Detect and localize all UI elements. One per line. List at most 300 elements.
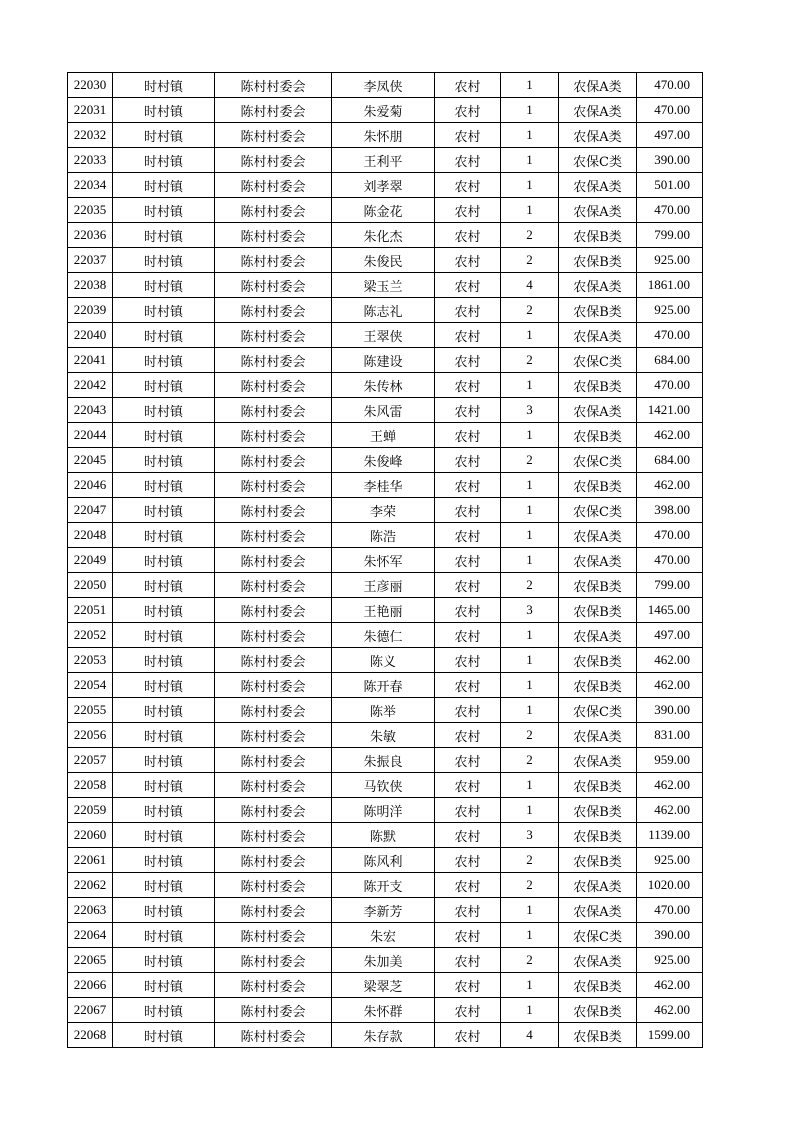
category-cell: 农保A类 <box>559 723 637 748</box>
town-cell: 时村镇 <box>113 223 215 248</box>
amount-cell: 799.00 <box>637 573 703 598</box>
household-count-cell: 4 <box>501 273 559 298</box>
record-id-cell: 22062 <box>68 873 113 898</box>
category-cell: 农保B类 <box>559 423 637 448</box>
record-id-cell: 22056 <box>68 723 113 748</box>
name-cell: 朱风雷 <box>332 398 435 423</box>
area-cell: 农村 <box>435 298 501 323</box>
name-cell: 朱化杰 <box>332 223 435 248</box>
record-id-cell: 22039 <box>68 298 113 323</box>
amount-cell: 390.00 <box>637 698 703 723</box>
record-id-cell: 22036 <box>68 223 113 248</box>
committee-cell: 陈村村委会 <box>215 348 332 373</box>
amount-cell: 1599.00 <box>637 1023 703 1048</box>
town-cell: 时村镇 <box>113 748 215 773</box>
table-row <box>68 73 703 98</box>
name-cell: 陈风利 <box>332 848 435 873</box>
household-count-cell: 1 <box>501 898 559 923</box>
town-cell: 时村镇 <box>113 448 215 473</box>
record-id-cell: 22060 <box>68 823 113 848</box>
town-cell: 时村镇 <box>113 198 215 223</box>
record-id-cell: 22067 <box>68 998 113 1023</box>
name-cell: 朱敏 <box>332 723 435 748</box>
area-cell: 农村 <box>435 998 501 1023</box>
name-cell: 李凤侠 <box>332 73 435 98</box>
area-cell: 农村 <box>435 273 501 298</box>
table-row <box>68 448 703 473</box>
record-id-cell: 22049 <box>68 548 113 573</box>
table-row <box>68 923 703 948</box>
town-cell: 时村镇 <box>113 798 215 823</box>
committee-cell: 陈村村委会 <box>215 623 332 648</box>
amount-cell: 462.00 <box>637 673 703 698</box>
record-id-cell: 22053 <box>68 648 113 673</box>
committee-cell: 陈村村委会 <box>215 673 332 698</box>
town-cell: 时村镇 <box>113 673 215 698</box>
town-cell: 时村镇 <box>113 623 215 648</box>
table-row <box>68 523 703 548</box>
committee-cell: 陈村村委会 <box>215 1023 332 1048</box>
name-cell: 朱怀群 <box>332 998 435 1023</box>
committee-cell: 陈村村委会 <box>215 973 332 998</box>
committee-cell: 陈村村委会 <box>215 123 332 148</box>
town-cell: 时村镇 <box>113 848 215 873</box>
town-cell: 时村镇 <box>113 573 215 598</box>
table-row <box>68 323 703 348</box>
table-row <box>68 873 703 898</box>
amount-cell: 925.00 <box>637 298 703 323</box>
category-cell: 农保A类 <box>559 323 637 348</box>
committee-cell: 陈村村委会 <box>215 773 332 798</box>
record-id-cell: 22059 <box>68 798 113 823</box>
amount-cell: 462.00 <box>637 773 703 798</box>
amount-cell: 390.00 <box>637 923 703 948</box>
amount-cell: 390.00 <box>637 148 703 173</box>
amount-cell: 925.00 <box>637 248 703 273</box>
record-id-cell: 22048 <box>68 523 113 548</box>
area-cell: 农村 <box>435 748 501 773</box>
town-cell: 时村镇 <box>113 423 215 448</box>
town-cell: 时村镇 <box>113 298 215 323</box>
name-cell: 朱宏 <box>332 923 435 948</box>
household-count-cell: 1 <box>501 473 559 498</box>
record-id-cell: 22064 <box>68 923 113 948</box>
record-id-cell: 22061 <box>68 848 113 873</box>
table-row <box>68 798 703 823</box>
town-cell: 时村镇 <box>113 773 215 798</box>
category-cell: 农保A类 <box>559 273 637 298</box>
table-row <box>68 998 703 1023</box>
area-cell: 农村 <box>435 1023 501 1048</box>
name-cell: 梁翠芝 <box>332 973 435 998</box>
household-count-cell: 2 <box>501 723 559 748</box>
category-cell: 农保B类 <box>559 598 637 623</box>
name-cell: 朱振良 <box>332 748 435 773</box>
category-cell: 农保B类 <box>559 248 637 273</box>
name-cell: 陈举 <box>332 698 435 723</box>
household-count-cell: 2 <box>501 298 559 323</box>
name-cell: 梁玉兰 <box>332 273 435 298</box>
amount-cell: 831.00 <box>637 723 703 748</box>
household-count-cell: 1 <box>501 123 559 148</box>
category-cell: 农保A类 <box>559 198 637 223</box>
town-cell: 时村镇 <box>113 398 215 423</box>
area-cell: 农村 <box>435 498 501 523</box>
name-cell: 李桂华 <box>332 473 435 498</box>
household-count-cell: 1 <box>501 623 559 648</box>
table-row <box>68 973 703 998</box>
category-cell: 农保A类 <box>559 523 637 548</box>
area-cell: 农村 <box>435 148 501 173</box>
table-row <box>68 598 703 623</box>
town-cell: 时村镇 <box>113 723 215 748</box>
town-cell: 时村镇 <box>113 948 215 973</box>
category-cell: 农保C类 <box>559 498 637 523</box>
area-cell: 农村 <box>435 698 501 723</box>
committee-cell: 陈村村委会 <box>215 998 332 1023</box>
record-id-cell: 22042 <box>68 373 113 398</box>
town-cell: 时村镇 <box>113 498 215 523</box>
area-cell: 农村 <box>435 573 501 598</box>
committee-cell: 陈村村委会 <box>215 373 332 398</box>
name-cell: 陈默 <box>332 823 435 848</box>
name-cell: 朱怀朋 <box>332 123 435 148</box>
town-cell: 时村镇 <box>113 973 215 998</box>
name-cell: 朱德仁 <box>332 623 435 648</box>
committee-cell: 陈村村委会 <box>215 723 332 748</box>
table-row <box>68 698 703 723</box>
area-cell: 农村 <box>435 173 501 198</box>
record-id-cell: 22050 <box>68 573 113 598</box>
table-row <box>68 473 703 498</box>
record-id-cell: 22035 <box>68 198 113 223</box>
record-id-cell: 22052 <box>68 623 113 648</box>
category-cell: 农保B类 <box>559 773 637 798</box>
town-cell: 时村镇 <box>113 1023 215 1048</box>
table-row <box>68 373 703 398</box>
category-cell: 农保B类 <box>559 823 637 848</box>
area-cell: 农村 <box>435 248 501 273</box>
record-id-cell: 22030 <box>68 73 113 98</box>
record-id-cell: 22054 <box>68 673 113 698</box>
amount-cell: 959.00 <box>637 748 703 773</box>
category-cell: 农保B类 <box>559 973 637 998</box>
committee-cell: 陈村村委会 <box>215 248 332 273</box>
name-cell: 陈金花 <box>332 198 435 223</box>
household-count-cell: 2 <box>501 248 559 273</box>
household-count-cell: 1 <box>501 498 559 523</box>
committee-cell: 陈村村委会 <box>215 823 332 848</box>
household-count-cell: 1 <box>501 198 559 223</box>
area-cell: 农村 <box>435 623 501 648</box>
household-count-cell: 2 <box>501 348 559 373</box>
table-row <box>68 123 703 148</box>
household-count-cell: 1 <box>501 673 559 698</box>
amount-cell: 470.00 <box>637 98 703 123</box>
name-cell: 王翠侠 <box>332 323 435 348</box>
area-cell: 农村 <box>435 798 501 823</box>
amount-cell: 1020.00 <box>637 873 703 898</box>
name-cell: 朱俊峰 <box>332 448 435 473</box>
household-count-cell: 1 <box>501 648 559 673</box>
amount-cell: 684.00 <box>637 448 703 473</box>
area-cell: 农村 <box>435 723 501 748</box>
category-cell: 农保B类 <box>559 798 637 823</box>
record-id-cell: 22040 <box>68 323 113 348</box>
area-cell: 农村 <box>435 773 501 798</box>
area-cell: 农村 <box>435 873 501 898</box>
record-id-cell: 22063 <box>68 898 113 923</box>
committee-cell: 陈村村委会 <box>215 798 332 823</box>
committee-cell: 陈村村委会 <box>215 323 332 348</box>
table-row <box>68 848 703 873</box>
name-cell: 陈开春 <box>332 673 435 698</box>
category-cell: 农保A类 <box>559 948 637 973</box>
household-count-cell: 1 <box>501 698 559 723</box>
records-table <box>67 72 703 1048</box>
household-count-cell: 2 <box>501 748 559 773</box>
name-cell: 陈义 <box>332 648 435 673</box>
town-cell: 时村镇 <box>113 923 215 948</box>
household-count-cell: 1 <box>501 548 559 573</box>
name-cell: 朱俊民 <box>332 248 435 273</box>
household-count-cell: 1 <box>501 423 559 448</box>
record-id-cell: 22038 <box>68 273 113 298</box>
committee-cell: 陈村村委会 <box>215 398 332 423</box>
name-cell: 朱爱菊 <box>332 98 435 123</box>
category-cell: 农保A类 <box>559 73 637 98</box>
committee-cell: 陈村村委会 <box>215 948 332 973</box>
category-cell: 农保B类 <box>559 848 637 873</box>
household-count-cell: 2 <box>501 948 559 973</box>
name-cell: 王彦丽 <box>332 573 435 598</box>
town-cell: 时村镇 <box>113 373 215 398</box>
name-cell: 王蝉 <box>332 423 435 448</box>
amount-cell: 1861.00 <box>637 273 703 298</box>
area-cell: 农村 <box>435 448 501 473</box>
household-count-cell: 3 <box>501 398 559 423</box>
name-cell: 陈明洋 <box>332 798 435 823</box>
name-cell: 陈浩 <box>332 523 435 548</box>
town-cell: 时村镇 <box>113 873 215 898</box>
table-row <box>68 98 703 123</box>
table-row <box>68 723 703 748</box>
name-cell: 刘孝翠 <box>332 173 435 198</box>
amount-cell: 462.00 <box>637 423 703 448</box>
household-count-cell: 1 <box>501 373 559 398</box>
amount-cell: 470.00 <box>637 523 703 548</box>
household-count-cell: 4 <box>501 1023 559 1048</box>
household-count-cell: 1 <box>501 148 559 173</box>
committee-cell: 陈村村委会 <box>215 848 332 873</box>
table-row <box>68 648 703 673</box>
category-cell: 农保A类 <box>559 173 637 198</box>
committee-cell: 陈村村委会 <box>215 448 332 473</box>
town-cell: 时村镇 <box>113 123 215 148</box>
area-cell: 农村 <box>435 73 501 98</box>
amount-cell: 501.00 <box>637 173 703 198</box>
committee-cell: 陈村村委会 <box>215 923 332 948</box>
committee-cell: 陈村村委会 <box>215 73 332 98</box>
committee-cell: 陈村村委会 <box>215 523 332 548</box>
household-count-cell: 3 <box>501 598 559 623</box>
category-cell: 农保B类 <box>559 673 637 698</box>
category-cell: 农保A类 <box>559 748 637 773</box>
area-cell: 农村 <box>435 848 501 873</box>
category-cell: 农保A类 <box>559 398 637 423</box>
amount-cell: 470.00 <box>637 373 703 398</box>
committee-cell: 陈村村委会 <box>215 648 332 673</box>
household-count-cell: 1 <box>501 523 559 548</box>
area-cell: 农村 <box>435 548 501 573</box>
name-cell: 李新芳 <box>332 898 435 923</box>
household-count-cell: 2 <box>501 873 559 898</box>
name-cell: 王艳丽 <box>332 598 435 623</box>
record-id-cell: 22065 <box>68 948 113 973</box>
table-row <box>68 398 703 423</box>
table-row <box>68 273 703 298</box>
household-count-cell: 1 <box>501 173 559 198</box>
table-row <box>68 298 703 323</box>
amount-cell: 398.00 <box>637 498 703 523</box>
category-cell: 农保C类 <box>559 348 637 373</box>
household-count-cell: 1 <box>501 923 559 948</box>
committee-cell: 陈村村委会 <box>215 473 332 498</box>
area-cell: 农村 <box>435 673 501 698</box>
committee-cell: 陈村村委会 <box>215 98 332 123</box>
household-count-cell: 2 <box>501 848 559 873</box>
name-cell: 王利平 <box>332 148 435 173</box>
record-id-cell: 22046 <box>68 473 113 498</box>
committee-cell: 陈村村委会 <box>215 898 332 923</box>
amount-cell: 470.00 <box>637 548 703 573</box>
household-count-cell: 2 <box>501 573 559 598</box>
table-row <box>68 748 703 773</box>
category-cell: 农保C类 <box>559 923 637 948</box>
category-cell: 农保B类 <box>559 573 637 598</box>
category-cell: 农保C类 <box>559 448 637 473</box>
amount-cell: 684.00 <box>637 348 703 373</box>
table-row <box>68 348 703 373</box>
household-count-cell: 1 <box>501 973 559 998</box>
category-cell: 农保C类 <box>559 148 637 173</box>
table-row <box>68 898 703 923</box>
committee-cell: 陈村村委会 <box>215 273 332 298</box>
town-cell: 时村镇 <box>113 598 215 623</box>
area-cell: 农村 <box>435 123 501 148</box>
name-cell: 朱传林 <box>332 373 435 398</box>
committee-cell: 陈村村委会 <box>215 698 332 723</box>
town-cell: 时村镇 <box>113 173 215 198</box>
record-id-cell: 22041 <box>68 348 113 373</box>
town-cell: 时村镇 <box>113 998 215 1023</box>
committee-cell: 陈村村委会 <box>215 173 332 198</box>
area-cell: 农村 <box>435 98 501 123</box>
table-row <box>68 248 703 273</box>
record-id-cell: 22031 <box>68 98 113 123</box>
committee-cell: 陈村村委会 <box>215 148 332 173</box>
category-cell: 农保A类 <box>559 98 637 123</box>
amount-cell: 462.00 <box>637 973 703 998</box>
town-cell: 时村镇 <box>113 698 215 723</box>
category-cell: 农保B类 <box>559 648 637 673</box>
table-row <box>68 948 703 973</box>
town-cell: 时村镇 <box>113 273 215 298</box>
town-cell: 时村镇 <box>113 898 215 923</box>
record-id-cell: 22058 <box>68 773 113 798</box>
table-row <box>68 423 703 448</box>
name-cell: 陈志礼 <box>332 298 435 323</box>
record-id-cell: 22034 <box>68 173 113 198</box>
town-cell: 时村镇 <box>113 523 215 548</box>
category-cell: 农保A类 <box>559 123 637 148</box>
household-count-cell: 1 <box>501 798 559 823</box>
table-row <box>68 773 703 798</box>
amount-cell: 462.00 <box>637 648 703 673</box>
record-id-cell: 22045 <box>68 448 113 473</box>
town-cell: 时村镇 <box>113 148 215 173</box>
committee-cell: 陈村村委会 <box>215 748 332 773</box>
table-row <box>68 673 703 698</box>
area-cell: 农村 <box>435 473 501 498</box>
town-cell: 时村镇 <box>113 348 215 373</box>
amount-cell: 470.00 <box>637 73 703 98</box>
amount-cell: 470.00 <box>637 198 703 223</box>
area-cell: 农村 <box>435 898 501 923</box>
category-cell: 农保B类 <box>559 473 637 498</box>
committee-cell: 陈村村委会 <box>215 573 332 598</box>
record-id-cell: 22068 <box>68 1023 113 1048</box>
area-cell: 农村 <box>435 373 501 398</box>
table-row <box>68 573 703 598</box>
category-cell: 农保B类 <box>559 1023 637 1048</box>
record-id-cell: 22044 <box>68 423 113 448</box>
area-cell: 农村 <box>435 348 501 373</box>
household-count-cell: 1 <box>501 73 559 98</box>
household-count-cell: 1 <box>501 998 559 1023</box>
household-count-cell: 2 <box>501 448 559 473</box>
committee-cell: 陈村村委会 <box>215 498 332 523</box>
area-cell: 农村 <box>435 948 501 973</box>
amount-cell: 799.00 <box>637 223 703 248</box>
category-cell: 农保B类 <box>559 998 637 1023</box>
name-cell: 朱存款 <box>332 1023 435 1048</box>
committee-cell: 陈村村委会 <box>215 873 332 898</box>
amount-cell: 462.00 <box>637 473 703 498</box>
area-cell: 农村 <box>435 523 501 548</box>
table-row <box>68 148 703 173</box>
record-id-cell: 22066 <box>68 973 113 998</box>
household-count-cell: 2 <box>501 223 559 248</box>
town-cell: 时村镇 <box>113 323 215 348</box>
amount-cell: 925.00 <box>637 948 703 973</box>
area-cell: 农村 <box>435 323 501 348</box>
table-row <box>68 173 703 198</box>
town-cell: 时村镇 <box>113 98 215 123</box>
record-id-cell: 22057 <box>68 748 113 773</box>
town-cell: 时村镇 <box>113 823 215 848</box>
town-cell: 时村镇 <box>113 548 215 573</box>
amount-cell: 497.00 <box>637 123 703 148</box>
category-cell: 农保B类 <box>559 223 637 248</box>
area-cell: 农村 <box>435 598 501 623</box>
record-id-cell: 22051 <box>68 598 113 623</box>
category-cell: 农保A类 <box>559 623 637 648</box>
table-row <box>68 623 703 648</box>
name-cell: 朱怀军 <box>332 548 435 573</box>
town-cell: 时村镇 <box>113 473 215 498</box>
record-id-cell: 22047 <box>68 498 113 523</box>
